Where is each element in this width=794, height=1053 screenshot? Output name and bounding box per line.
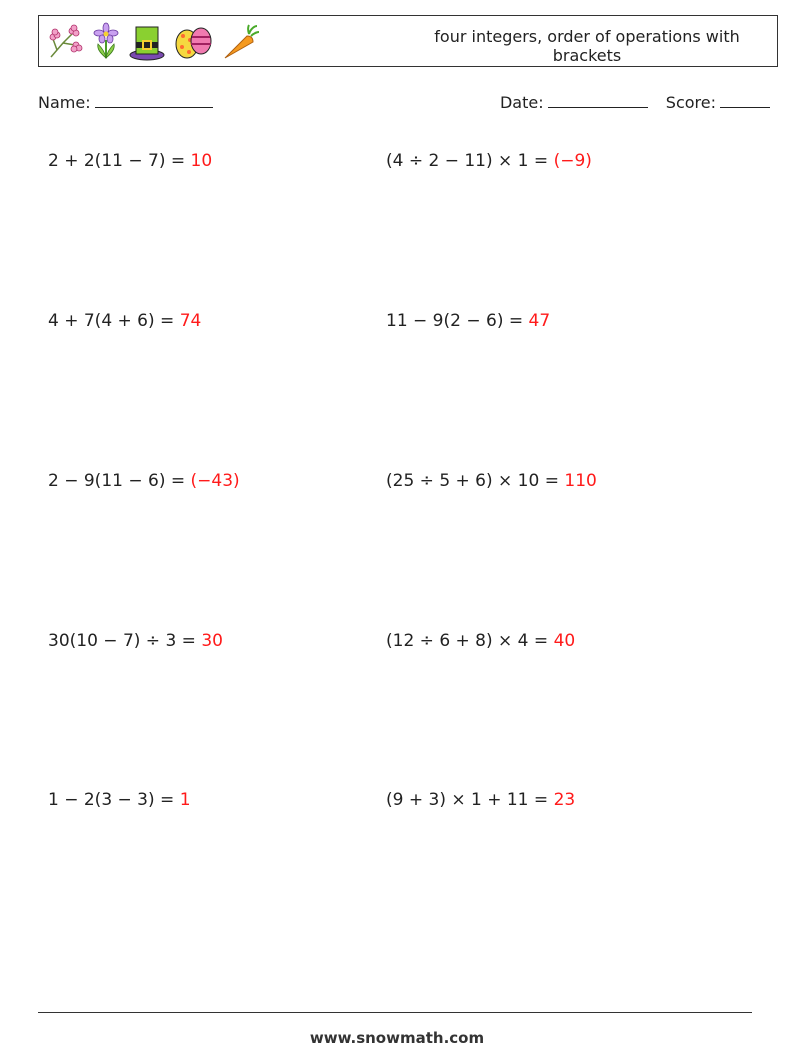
- worksheet-header: [38, 15, 778, 67]
- problem-expression: 2 + 2(11 − 7) =: [48, 151, 191, 171]
- date-blank[interactable]: [548, 93, 648, 108]
- decorative-icons: [45, 22, 261, 62]
- problem-answer: 30: [201, 631, 223, 651]
- problem-8: [386, 631, 575, 651]
- problem-4: [386, 311, 550, 331]
- date-score-fields: [500, 93, 770, 112]
- problem-answer: 23: [553, 790, 576, 810]
- problem-answer: 110: [564, 471, 597, 491]
- problem-6: [386, 471, 597, 491]
- footer-divider: [38, 1012, 752, 1013]
- problem-10: [386, 790, 575, 810]
- problem-answer: (−9): [553, 151, 592, 171]
- problem-expression: (12 ÷ 6 + 8) × 4 =: [386, 631, 554, 651]
- leprechaun-hat-icon: [129, 22, 165, 62]
- problem-expression: (25 ÷ 5 + 6) × 10 =: [386, 471, 565, 491]
- problem-expression: 11 − 9(2 − 6) =: [386, 311, 529, 331]
- problem-expression: 2 − 9(11 − 6) =: [48, 471, 191, 491]
- problem-7: [48, 631, 223, 651]
- problem-1: [48, 151, 212, 171]
- footer-site: www.snowmath.com: [309, 1029, 485, 1047]
- problem-9: [48, 790, 191, 810]
- problem-expression: 4 + 7(4 + 6) =: [48, 311, 180, 331]
- problem-answer: (−43): [190, 471, 240, 491]
- problem-expression: (9 + 3) × 1 + 11 =: [386, 790, 554, 810]
- problem-expression: 1 − 2(3 − 3) =: [48, 790, 180, 810]
- date-label: Date:: [499, 93, 544, 112]
- easter-eggs-icon: [173, 22, 213, 62]
- problem-answer: 74: [179, 311, 202, 331]
- problem-2: [386, 151, 592, 171]
- name-label: Name:: [38, 93, 91, 112]
- problem-answer: 40: [553, 631, 576, 651]
- problem-answer: 47: [528, 311, 551, 331]
- name-blank[interactable]: [95, 93, 213, 108]
- problem-5: [48, 471, 240, 491]
- name-field: [38, 93, 213, 112]
- problem-answer: 10: [190, 151, 213, 171]
- carrot-icon: [221, 22, 261, 62]
- score-label: Score:: [665, 93, 716, 112]
- problem-3: [48, 311, 201, 331]
- problem-expression: 30(10 − 7) ÷ 3 =: [48, 631, 202, 651]
- score-blank[interactable]: [720, 93, 770, 108]
- purple-flower-icon: [91, 22, 121, 62]
- problem-expression: (4 ÷ 2 − 11) × 1 =: [386, 151, 554, 171]
- flower-branch-icon: [45, 23, 83, 61]
- problem-answer: 1: [179, 790, 191, 810]
- worksheet-title: four integers, order of operations with brackets: [434, 27, 740, 65]
